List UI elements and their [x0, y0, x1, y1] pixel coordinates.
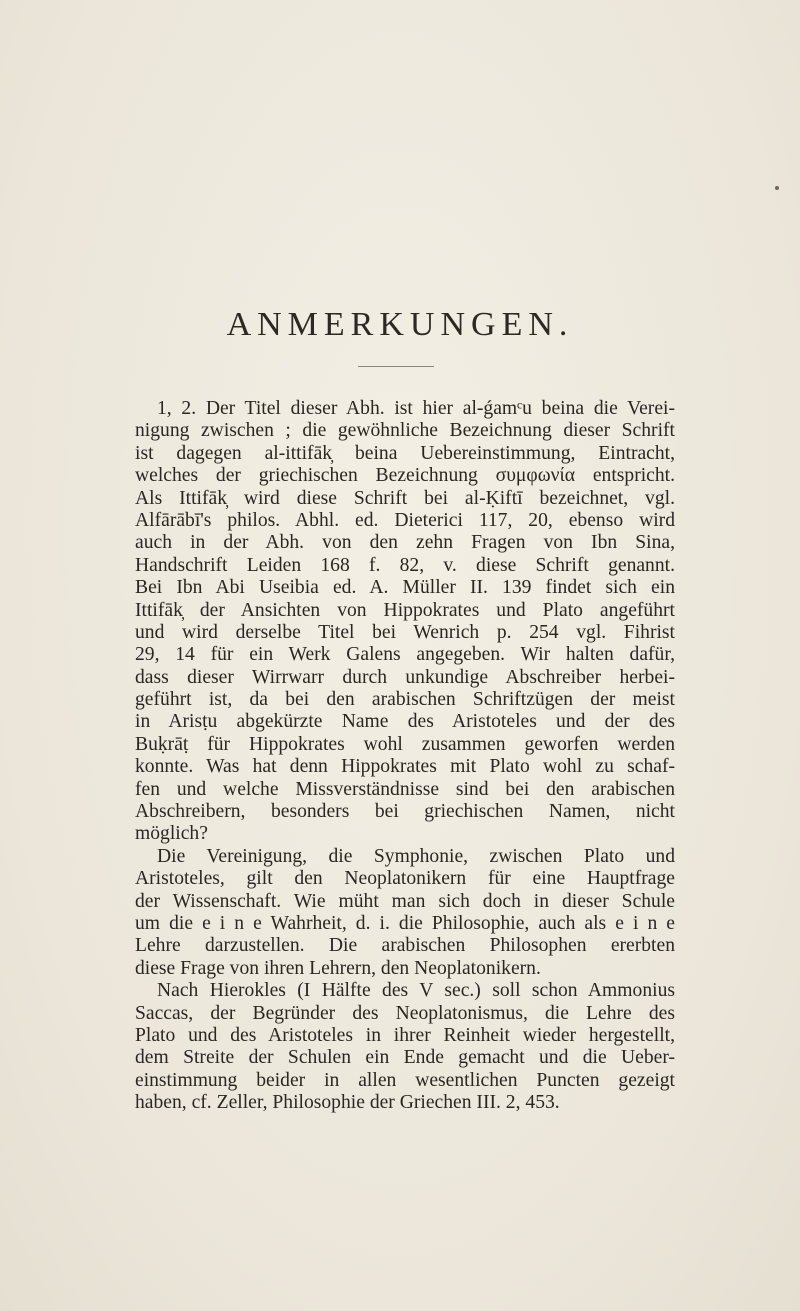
text-line: Plato und des Aristoteles in ihrer Reinheit wieder hergestellt, — [135, 1024, 675, 1046]
text-line: welches der griechischen Bezeichnung συμφωνία entspricht. — [135, 465, 675, 487]
annotation-text — [135, 398, 675, 1115]
text-line: ist dagegen al-ittifāk̦ beina Uebereinstimmung, Eintracht, — [135, 442, 675, 464]
text-line: konnte. Was hat denn Hippokrates mit Plato wohl zu schaf- — [135, 756, 675, 778]
text-line: um die e i n e Wahrheit, d. i. die Philosophie, auch als e i n e — [135, 912, 675, 934]
text-line: geführt ist, da bei den arabischen Schriftzügen der meist — [135, 689, 675, 711]
text-line: Ittifāk̦ der Ansichten von Hippokrates und Plato angeführt — [135, 599, 675, 621]
heading-rule — [358, 366, 434, 367]
text-line: 1, 2. Der Titel dieser Abh. ist hier al-ǵamᶜu beina die Verei- — [157, 398, 675, 419]
text-line: Saccas, der Begründer des Neoplatonismus, die Lehre des — [135, 1002, 675, 1024]
text-line: Nach Hierokles (I Hälfte des V sec.) soll schon Ammonius — [157, 980, 675, 1002]
text-line: der Wissenschaft. Wie müht man sich doch in dieser Schule — [135, 890, 675, 912]
text-line: Alfārābī's philos. Abhl. ed. Dieterici 117, 20, ebenso wird — [135, 509, 675, 531]
text-line: Die Vereinigung, die Symphonie, zwischen Plato und — [157, 845, 675, 867]
page-heading: ANMERKUNGEN. — [226, 306, 574, 343]
text-line: in Arisṭu abgekürzte Name des Aristoteles und der des — [135, 711, 675, 733]
text-line: diese Frage von ihren Lehrern, den Neoplatonikern. — [135, 957, 541, 979]
text-line: fen und welche Missverständnisse sind bei den arabischen — [135, 778, 675, 800]
text-line: auch in der Abh. von den zehn Fragen von Ibn Sina, — [135, 532, 675, 554]
text-line: und wird derselbe Titel bei Wenrich p. 254 vgl. Fihrist — [135, 621, 675, 643]
text-line: Als Ittifāk̦ wird diese Schrift bei al-Ḳiftī bezeichnet, vgl. — [135, 487, 675, 509]
page-speck — [775, 186, 779, 190]
text-line: Abschreibern, besonders bei griechischen Namen, nicht — [135, 801, 675, 823]
text-line: Handschrift Leiden 168 f. 82, v. diese Schrift genannt. — [135, 554, 675, 576]
text-line: nigung zwischen ; die gewöhnliche Bezeichnung dieser Schrift — [135, 420, 675, 442]
text-line: dem Streite der Schulen ein Ende gemacht und die Ueber- — [135, 1047, 675, 1069]
text-line: Lehre darzustellen. Die arabischen Philosophen ererbten — [135, 935, 675, 957]
text-line: dass dieser Wirrwarr durch unkundige Abschreiber herbei- — [135, 666, 675, 688]
text-line: Bei Ibn Abi Useibia ed. A. Müller II. 139 findet sich ein — [135, 577, 675, 599]
text-line: Buḳrāṭ für Hippokrates wohl zusammen geworfen werden — [135, 733, 675, 755]
text-line: einstimmung beider in allen wesentlichen Puncten gezeigt — [135, 1069, 675, 1091]
text-line: möglich? — [135, 823, 208, 845]
text-line: haben, cf. Zeller, Philosophie der Griechen III. 2, 453. — [135, 1092, 560, 1114]
text-line: 29, 14 für ein Werk Galens angegeben. Wir halten dafür, — [135, 644, 675, 666]
text-line: Aristoteles, gilt den Neoplatonikern für eine Hauptfrage — [135, 868, 675, 890]
